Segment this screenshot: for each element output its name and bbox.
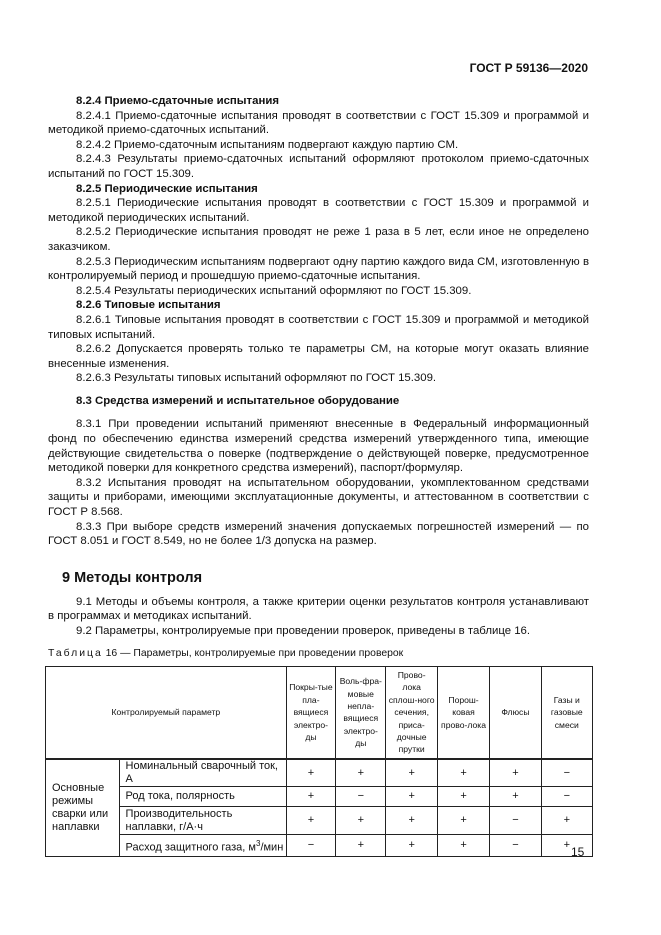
paragraph: 9.2 Параметры, контролируемые при проведении проверок, приведены в таблице 16. <box>76 625 531 637</box>
paragraph: 8.2.4.1 Приемо-сдаточные испытания проводят в соответствии с ГОСТ 15.309 и программой и методикой приемо-сдаточных испытаний. <box>48 109 589 137</box>
unit-text: /мин <box>260 841 284 854</box>
column-header: Прово-лока сплош-ного сечения, приса-дочные прутки <box>386 666 437 759</box>
caption-label: Таблица <box>48 647 103 659</box>
value-cell: + <box>386 835 437 857</box>
paragraph: 8.2.5.2 Периодические испытания проводят не реже 1 раза в 5 лет, если иное не определено заказчиком. <box>48 226 589 253</box>
table-row <box>46 759 593 787</box>
table-row <box>46 835 593 857</box>
table-16 <box>45 666 593 858</box>
page-number: 15 <box>571 845 585 859</box>
subsection-title: 8.2.6 Типовые испытания <box>76 299 221 312</box>
value-cell: + <box>437 759 489 787</box>
paragraph: 8.3.3 При выборе средств измерений значения допускаемых погрешностей измерений — по ГОСТ 8.051 и ГОСТ 8.549, но не более 1/3 допуска на размер. <box>48 520 589 548</box>
column-header: Контролируемый параметр <box>46 666 287 759</box>
value-cell: − <box>286 835 335 857</box>
section-8-2-text <box>48 94 589 386</box>
parameter-cell <box>119 835 286 857</box>
section-8-3 <box>48 394 589 549</box>
section-8-3-title: 8.3 Средства измерений и испытательное оборудование <box>76 394 400 407</box>
param-text: Расход защитного газа, м <box>125 841 256 854</box>
value-cell: + <box>541 835 592 857</box>
paragraph: 8.2.5.3 Периодическим испытаниям подвергают одну партию каждого вида СМ, изготовленную в контролируемый период и прошедшую приемо-сдаточные испытания. <box>48 255 589 283</box>
paragraph: 9.1 Методы и объемы контроля, а также критерии оценки результатов контроля устанавливают в программах и методиках испытаний. <box>48 595 589 623</box>
value-cell: + <box>336 807 386 835</box>
section-9-title: 9 Методы контроля <box>62 569 203 586</box>
table-row <box>46 787 593 807</box>
paragraph: 8.2.5.1 Периодические испытания проводят в соответствии с ГОСТ 15.309 и программой и методикой периодических испытаний. <box>48 197 589 224</box>
value-cell: + <box>437 835 489 857</box>
table-caption <box>48 647 589 660</box>
paragraph: 8.3.2 Испытания проводят на испытательном оборудовании, укомплектованном средствами защиты и приборами, имеющими эксплуатационные документы, и аттестованном в соответствии с ГОСТ Р 8.568. <box>48 476 589 519</box>
value-cell: − <box>541 759 592 787</box>
column-header: Воль-фра-мовые непла-вящиеся электро-ды <box>336 666 386 759</box>
section-9 <box>48 569 589 639</box>
table-header-row <box>46 666 593 759</box>
value-cell: + <box>286 807 335 835</box>
value-cell: − <box>490 835 541 857</box>
value-cell: + <box>336 759 386 787</box>
paragraph: 8.2.6.2 Допускается проверять только те параметры СМ, на которые могут оказать влияние внесенные изменения. <box>48 343 589 370</box>
paragraph: 8.2.6.1 Типовые испытания проводят в соответствии с ГОСТ 15.309 и программой и методикой типовых испытаний. <box>48 313 589 341</box>
paragraph: 8.3.1 При проведении испытаний применяют внесенные в Федеральный информационный фонд по обеспечению единства измерений средства измерений утвержденного типа, имеющие действующие свидетельства о поверке (подтверждение о действующей поверке, предусмотренное методикой поверки для конкретного средства измерений), паспорт/формуляр. <box>48 418 589 475</box>
value-cell: + <box>541 807 592 835</box>
paragraph: 8.2.4.3 Результаты приемо-сдаточных испытаний оформляют протоколом приемо-сдаточных испытаний по ГОСТ 15.309. <box>48 153 589 180</box>
group-cell: Основные режимы сварки или наплавки <box>46 759 120 857</box>
value-cell: + <box>437 807 489 835</box>
value-cell: + <box>490 759 541 787</box>
value-cell: − <box>541 787 592 807</box>
value-cell: + <box>286 759 335 787</box>
paragraph: 8.2.6.3 Результаты типовых испытаний оформляют по ГОСТ 15.309. <box>76 372 437 385</box>
value-cell: − <box>336 787 386 807</box>
caption-text: 16 — Параметры, контролируемые при проведении проверок <box>102 647 404 659</box>
paragraph: 8.2.5.4 Результаты периодических испытаний оформляют по ГОСТ 15.309. <box>76 284 472 297</box>
column-header: Газы и газовые смеси <box>541 666 592 759</box>
page-body <box>48 94 589 857</box>
value-cell: + <box>437 787 489 807</box>
parameter-cell: Род тока, полярность <box>119 787 286 807</box>
value-cell: − <box>490 807 541 835</box>
subsection-title: 8.2.5 Периодические испытания <box>76 182 258 195</box>
value-cell: + <box>386 759 437 787</box>
paragraph: 8.2.4.2 Приемо-сдаточным испытаниям подвергают каждую партию СМ. <box>76 138 459 151</box>
parameter-cell: Производительность наплавки, г/А·ч <box>119 807 286 835</box>
value-cell: + <box>336 835 386 857</box>
parameter-cell: Номинальный сварочный ток, А <box>119 759 286 787</box>
column-header: Порош-ковая прово-лока <box>437 666 489 759</box>
column-header: Флюсы <box>490 666 541 759</box>
value-cell: + <box>386 787 437 807</box>
subsection-title: 8.2.4 Приемо-сдаточные испытания <box>76 95 279 107</box>
table-row <box>46 807 593 835</box>
value-cell: + <box>490 787 541 807</box>
column-header: Покры-тые пла-вящиеся электро-ды <box>286 666 335 759</box>
value-cell: + <box>386 807 437 835</box>
superscript: 3 <box>255 838 261 848</box>
value-cell: + <box>286 787 335 807</box>
document-header: ГОСТ Р 59136—2020 <box>469 61 588 75</box>
